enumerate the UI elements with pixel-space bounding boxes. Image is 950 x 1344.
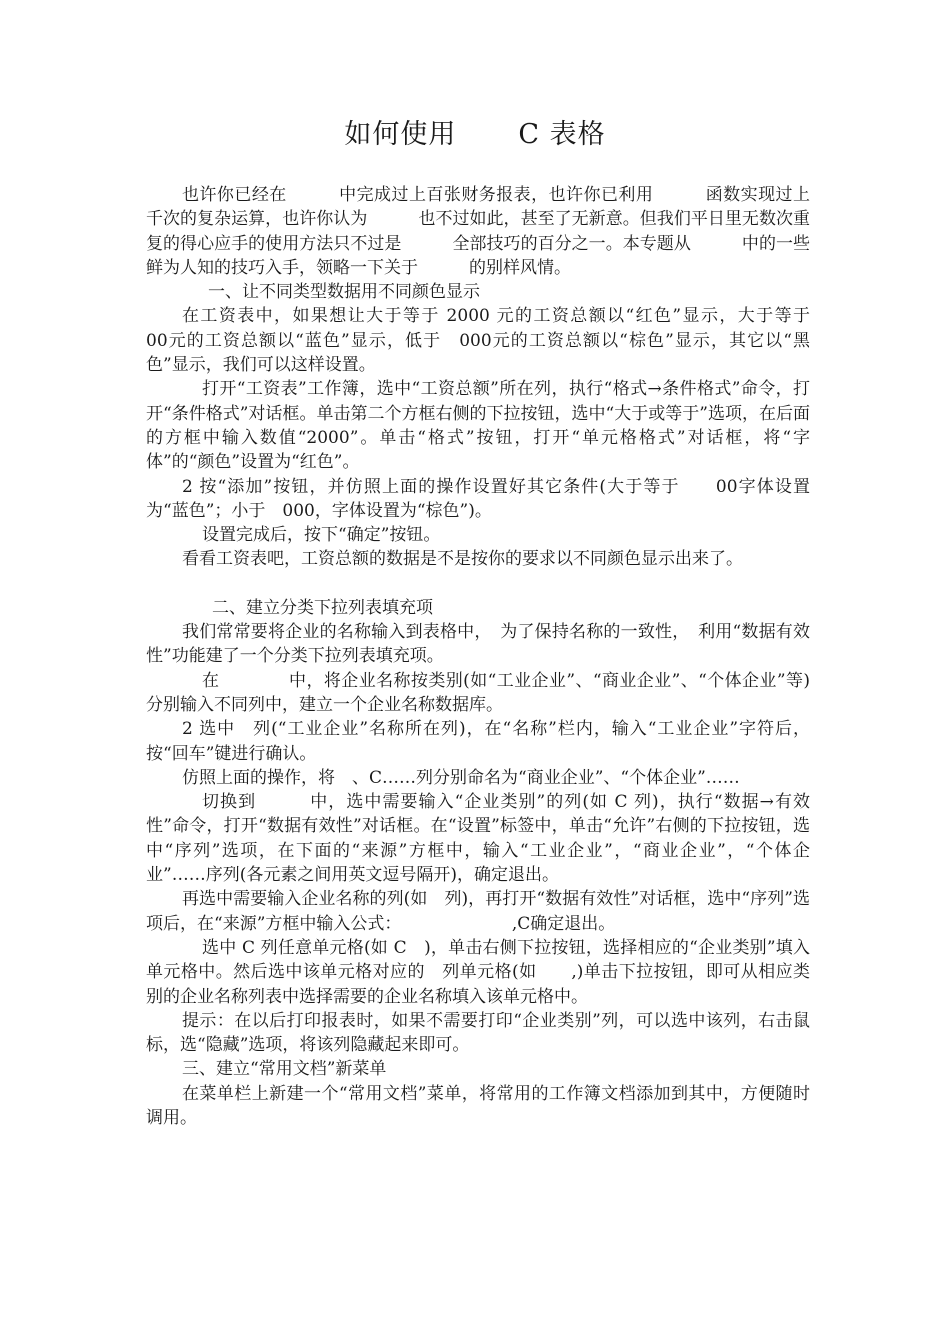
paragraph: 在工资表中，如果想让大于等于 2000 元的工资总额以“红色”显示，大于等于 00元的工资总额以“蓝色”显示，低于 000元的工资总额以“棕色”显示，其它以“黑色”显示，我们可以这样设置。 [146,306,844,376]
paragraph: 切换到 中，选中需要输入“企业类别”的列(如 C 列)，执行“数据→有效性”命令，打开“数据有效性”对话框。在“设置”标签中，单击“允许”右侧的下拉按钮，选中“序列”选项，在下面的“来源”方框中，输入“工业企业”，“商业企业”，“个体企业”……序列(各元素之间用英文逗号隔开)，确定退出。 [146,792,810,886]
paragraph: 再选中需要输入企业名称的列(如 列)，再打开“数据有效性”对话框，选中“序列”选项后，在“来源”方框中输入公式： ,C确定退出。 [146,889,810,934]
title-left: 如何使用 [344,119,457,150]
paragraph: 我们常常要将企业的名称输入到表格中， 为了保持名称的一致性， 利用“数据有效性”功能建了一个分类下拉列表填充项。 [146,622,810,667]
paragraph: 仿照上面的操作，将 、C……列分别命名为“商业企业”、“个体企业”…… [182,767,740,788]
intro-paragraph: 也许你已经在 中完成过上百张财务报表，也许你已利用 函数实现过上千次的复杂运算，也许你认为 也不过如此，甚至了无新意。但我们平日里无数次重复的得心应手的使用方法只不过是 全部技巧的百分之一。本专题从 中的一些鲜为人知的技巧入手，领略一下关于 的别样风情。 [146,185,810,278]
paragraph: 在菜单栏上新建一个“常用文档”菜单，将常用的工作簿文档添加到其中，方便随时调用。 [146,1083,810,1128]
tip-paragraph: 提示：在以后打印报表时，如果不需要打印“企业类别”列，可以选中该列，右击鼠标，选“隐藏”选项，将该列隐藏起来即可。 [146,1010,810,1056]
section-heading-3: 三、建立“常用文档”新菜单 [182,1059,387,1080]
blank-line [146,572,810,596]
document-body [146,183,844,1130]
page-title [0,112,950,151]
title-right: C 表格 [518,119,606,150]
paragraph: 选中 C 列任意单元格(如 C )，单击右侧下拉按钮，选择相应的“企业类别”填入单元格中。然后选中该单元格对应的 列单元格(如 ,)单击下拉按钮，即可从相应类别的企业名称列表中选择需要的企业名称填入该单元格中。 [146,937,810,1007]
paragraph: 打开“工资表”工作簿，选中“工资总额”所在列，执行“格式→条件格式”命令，打开“条件格式”对话框。单击第二个方框右侧的下拉按钮，选中“大于或等于”选项，在后面的方框中输入数值“2000”。单击“格式”按钮，打开“单元格格式”对话框，将“字体”的“颜色”设置为“红色”。 [146,379,810,473]
paragraph: 2 按“添加”按钮，并仿照上面的操作设置好其它条件(大于等于 00字体设置为“蓝色”；小于 000，字体设置为“棕色”)。 [146,476,810,521]
paragraph: 在 中，将企业名称按类别(如“工业企业”、“商业企业”、“个体企业”等)分别输入不同列中，建立一个企业名称数据库。 [146,670,810,715]
paragraph: 2 选中 列(“工业企业”名称所在列)，在“名称”栏内，输入“工业企业”字符后，按“回车”键进行确认。 [146,719,810,764]
section-heading-2: 二、建立分类下拉列表填充项 [212,597,433,618]
section-heading-1: 一、让不同类型数据用不同颜色显示 [208,282,480,303]
paragraph: 设置完成后，按下“确定”按钮。 [202,525,441,546]
paragraph: 看看工资表吧，工资总额的数据是不是按你的要求以不同颜色显示出来了。 [182,549,743,570]
